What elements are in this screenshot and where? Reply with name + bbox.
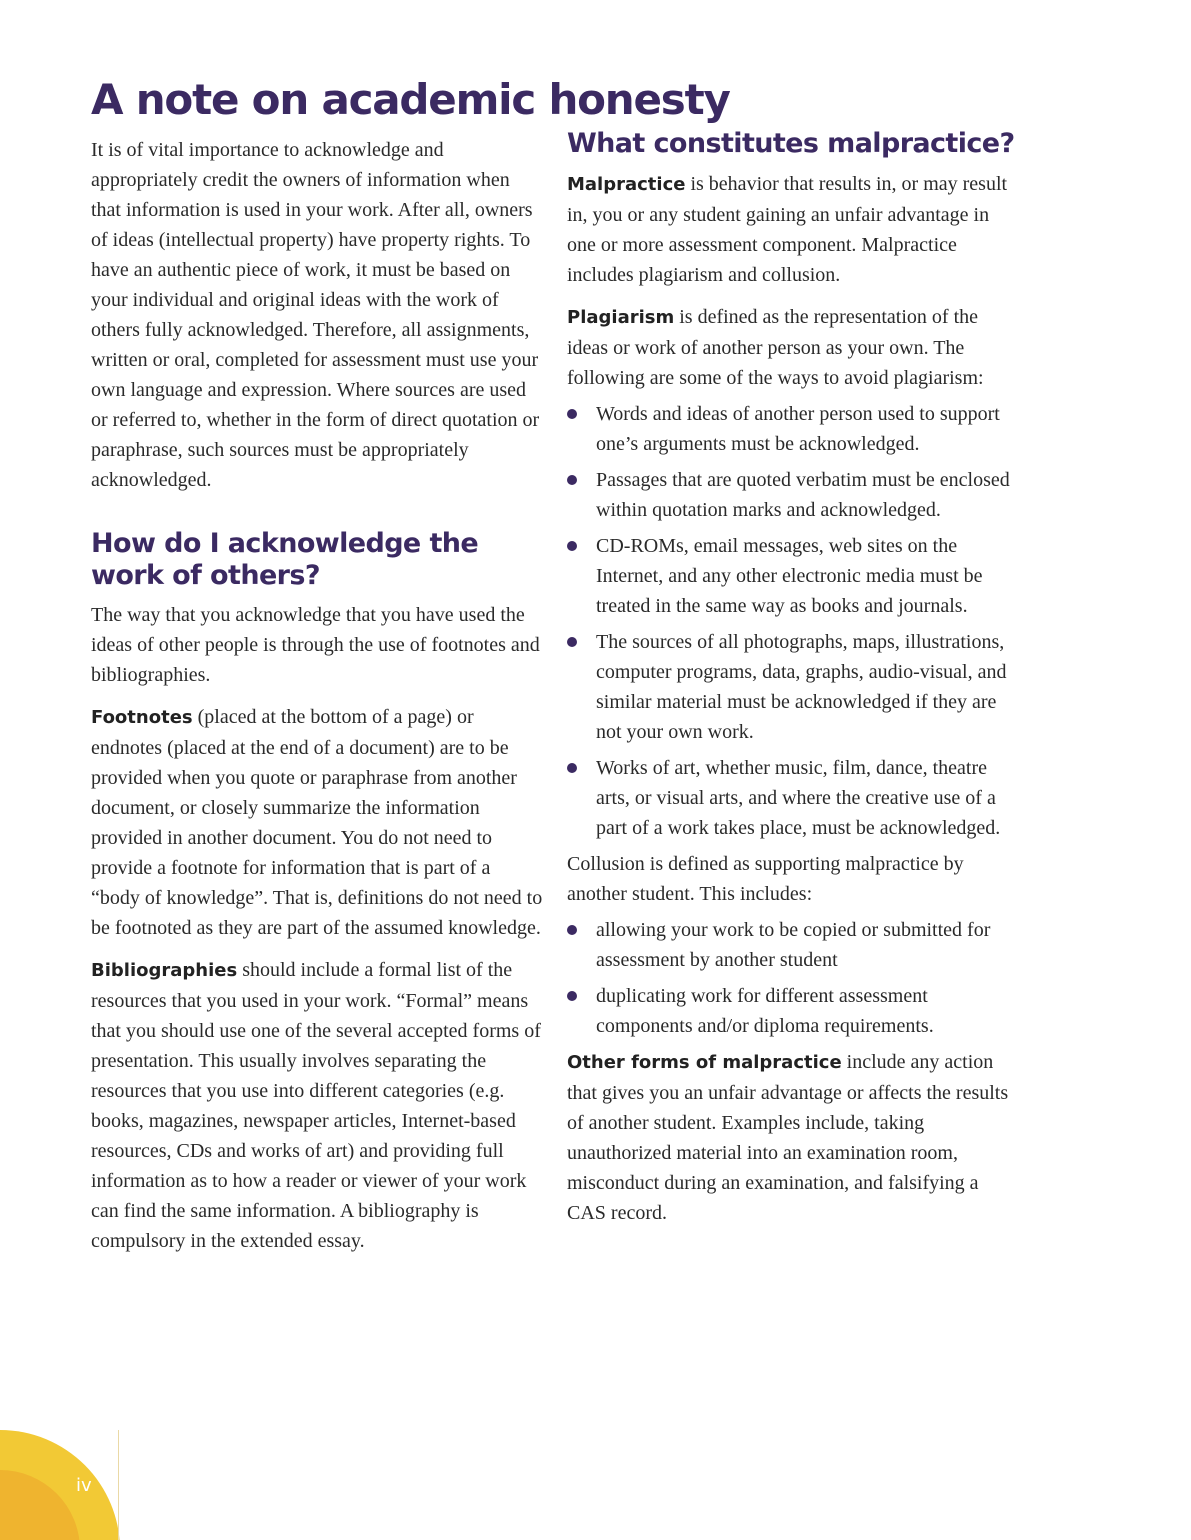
page-title: A note on academic honesty	[91, 75, 730, 124]
plagiarism-term: Plagiarism	[567, 307, 675, 328]
other-malpractice-term: Other forms of malpractice	[567, 1052, 842, 1073]
collusion-paragraph: Collusion is defined as supporting malpractice by another student. This includes:	[567, 853, 964, 905]
list-item-text: Words and ideas of another person used to support one’s arguments must be acknowledged.	[596, 403, 1000, 455]
list-item-text: CD-ROMs, email messages, web sites on the Internet, and any other electronic media must be treated in the same way as books and journals.	[596, 535, 983, 617]
footnotes-text: (placed at the bottom of a page) or endnotes (placed at the end of a document) are to be provided when you quote or paraphrase from another document, or closely summarize the information provided in another document. You do not need to provide a footnote for information that is part of a “body of knowledge”. That is, definitions do not need to be footnoted as they are part of the assumed knowledge.	[91, 706, 543, 939]
intro-paragraph: It is of vital importance to acknowledge and appropriately credit the owners of information when that information is used in your work. After all, owners of ideas (intellectual property) have property rights. To have an authentic piece of work, it must be based on your individual and original ideas with the work of others fully acknowledged. Therefore, all assignments, written or oral, completed for assessment must use your own language and expression. Where sources are used or referred to, whether in the form of direct quotation or paraphrase, such sources must be appropriately acknowledged.	[91, 139, 540, 491]
section-heading-malpractice: What constitutes malpractice?	[567, 128, 1015, 159]
bullet-icon	[567, 763, 577, 773]
page-number: iv	[76, 1475, 92, 1496]
plagiarism-list	[567, 399, 1019, 843]
list-item	[567, 915, 1019, 975]
list-item	[567, 753, 1019, 843]
plagiarism-paragraph	[567, 302, 1019, 393]
left-column	[91, 135, 543, 1256]
corner-decoration	[0, 1420, 130, 1540]
bullet-icon	[567, 637, 577, 647]
malpractice-paragraph	[567, 169, 1019, 290]
list-item-text: duplicating work for different assessment components and/or diploma requirements.	[596, 985, 934, 1037]
section-heading-acknowledge: How do I acknowledge the work of others?	[91, 528, 479, 591]
list-item-text: The sources of all photographs, maps, illustrations, computer programs, data, graphs, audio-visual, and similar material must be acknowledged if they are not your own work.	[596, 631, 1007, 743]
list-item	[567, 627, 1019, 747]
other-malpractice-text: include any action that gives you an unfair advantage or affects the results of another student. Examples include, taking unauthorized material into an examination room, misconduct during an examination, and falsifying a CAS record.	[567, 1051, 1009, 1224]
bullet-icon	[567, 925, 577, 935]
malpractice-term: Malpractice	[567, 174, 686, 195]
list-item	[567, 531, 1019, 621]
bibliographies-paragraph	[91, 955, 543, 1256]
footnotes-paragraph	[91, 702, 543, 943]
footnotes-term: Footnotes	[91, 707, 193, 728]
corner-divider	[118, 1430, 119, 1540]
list-item-text: Works of art, whether music, film, dance, theatre arts, or visual arts, and where the creative use of a part of a work takes place, must be acknowledged.	[596, 757, 1001, 839]
list-item	[567, 465, 1019, 525]
bullet-icon	[567, 541, 577, 551]
acknowledge-paragraph: The way that you acknowledge that you have used the ideas of other people is through the use of footnotes and bibliographies.	[91, 604, 540, 686]
list-item	[567, 981, 1019, 1041]
bullet-icon	[567, 475, 577, 485]
list-item-text: allowing your work to be copied or submitted for assessment by another student	[596, 919, 991, 971]
bibliographies-text: should include a formal list of the resources that you used in your work. “Formal” means that you should use one of the several accepted forms of presentation. This usually involves separating the resources that you use into different categories (e.g. books, magazines, newspaper articles, Internet-based resources, CDs and works of art) and providing full information as to how a reader or viewer of your work can find the same information. A bibliography is compulsory in the extended essay.	[91, 959, 541, 1252]
plagiarism-text: is defined as the representation of the ideas or work of another person as your own. The following are some of the ways to avoid plagiarism:	[567, 306, 984, 389]
other-malpractice-paragraph	[567, 1047, 1019, 1228]
bullet-icon	[567, 409, 577, 419]
right-column	[567, 128, 1019, 1228]
list-item-text: Passages that are quoted verbatim must be enclosed within quotation marks and acknowledged.	[596, 469, 1010, 521]
bullet-icon	[567, 991, 577, 1001]
bibliographies-term: Bibliographies	[91, 960, 238, 981]
list-item	[567, 399, 1019, 459]
malpractice-text: is behavior that results in, or may result in, you or any student gaining an unfair advantage in one or more assessment component. Malpractice includes plagiarism and collusion.	[567, 173, 1008, 286]
collusion-list	[567, 915, 1019, 1041]
